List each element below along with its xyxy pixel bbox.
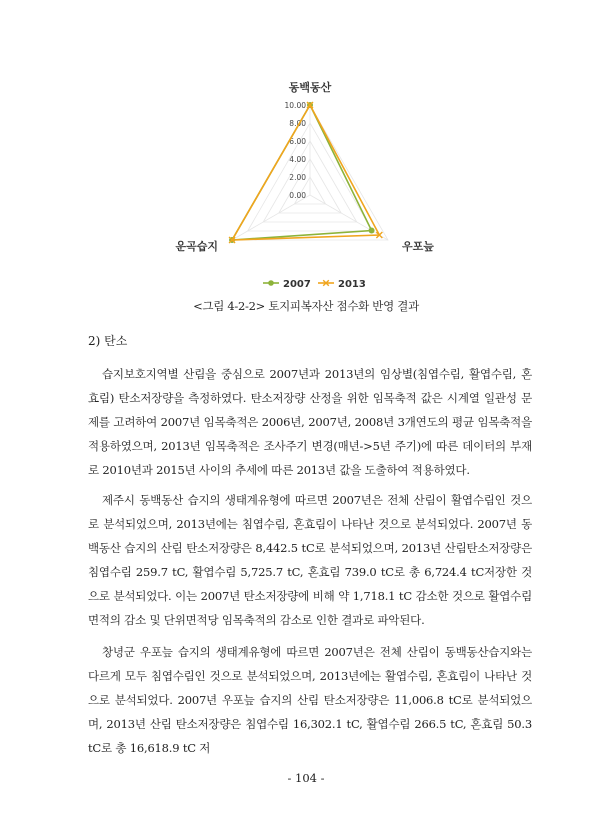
section-title: 2) 탄소 — [88, 334, 128, 348]
figure-caption: <그림 4-2-2> 토지피복자산 점수화 반영 결과 — [193, 299, 419, 313]
paragraph-carbon-method: 습지보호지역별 산림을 중심으로 2007년과 2013년의 임상별(침엽수림, 활엽수림, 혼효림) 탄소저장량을 측정하였다. 탄소저장량 산정을 위한 임목축적 값은 시계열 일관성 문제를 고려하여 2007년 임목축적은 2006년, 2007년, 2008년 3개연도의 평균 임목축적을 적용하였으며, 2013년 임목축적은 조사주기 변경(매년->5년 주기)에 따른 데이터의 부재로 2010년과 2015년 사이의 추세에 따른 2013년 값을 도출하여 적용하였다. — [88, 367, 532, 477]
tick-label-4: 8.00 — [289, 119, 306, 128]
chart-legend — [263, 279, 366, 290]
tick-label-5: 10.00 — [284, 101, 306, 110]
tick-label-0: 0.00 — [289, 191, 306, 200]
point-2007-1 — [369, 228, 375, 234]
page-number: - 104 - — [287, 771, 325, 785]
radar-chart — [150, 70, 470, 300]
legend-marker-2007 — [268, 280, 274, 286]
tick-label-3: 6.00 — [289, 137, 306, 146]
legend-label-2007: 2007 — [283, 279, 311, 290]
tick-label-1: 2.00 — [289, 173, 306, 182]
axis-label-2: 운곡습지 — [175, 240, 219, 253]
axis-spoke-2 — [232, 195, 310, 240]
axis-label-1: 우포늪 — [401, 240, 434, 253]
paragraph-dongbaek: 제주시 동백동산 습지의 생태계유형에 따르면 2007년은 전체 산림이 활엽수림인 것으로 분석되었으며, 2013년에는 침엽수림, 혼효림이 나타난 것으로 분석되었다. 2007년 동백동산 습지의 산림 탄소저장량은 8,442.5 tC로 분석되었으며, 2013년 산림탄소저장량은 침엽수림 259.7 tC, 활엽수림 5,725.7 tC, 혼효림 739.0 tC로 총 6,724.4 tC저장한 것으로 분석되었다. 이는 2007년 탄소저장량에 비해 약 1,718.1 tC 감소한 것으로 활엽수림 면적의 감소 및 단위면적당 임목축적의 감소로 인한 결과로 파악된다. — [88, 493, 532, 627]
legend-label-2013: 2013 — [338, 279, 366, 290]
radar-grid — [232, 105, 388, 240]
axis-label-0: 동백동산 — [288, 81, 332, 94]
tick-label-2: 4.00 — [289, 155, 306, 164]
paragraph-upo: 창녕군 우포늪 습지의 생태계유형에 따르면 2007년은 전체 산림이 동백동산습지와는 다르게 모두 침엽수림인 것으로 분석되었으며, 2013년에는 활엽수림, 혼효림이 나타난 것으로 분석되었다. 2007년 우포늪 습지의 산림 탄소저장량은 11,006.8 tC로 분석되었으며, 2013년 산림 탄소저장량은 침엽수림 16,302.1 tC, 활엽수림 266.5 tC, 혼효림 50.3 tC로 총 16,618.9 tC 저 — [88, 645, 532, 755]
